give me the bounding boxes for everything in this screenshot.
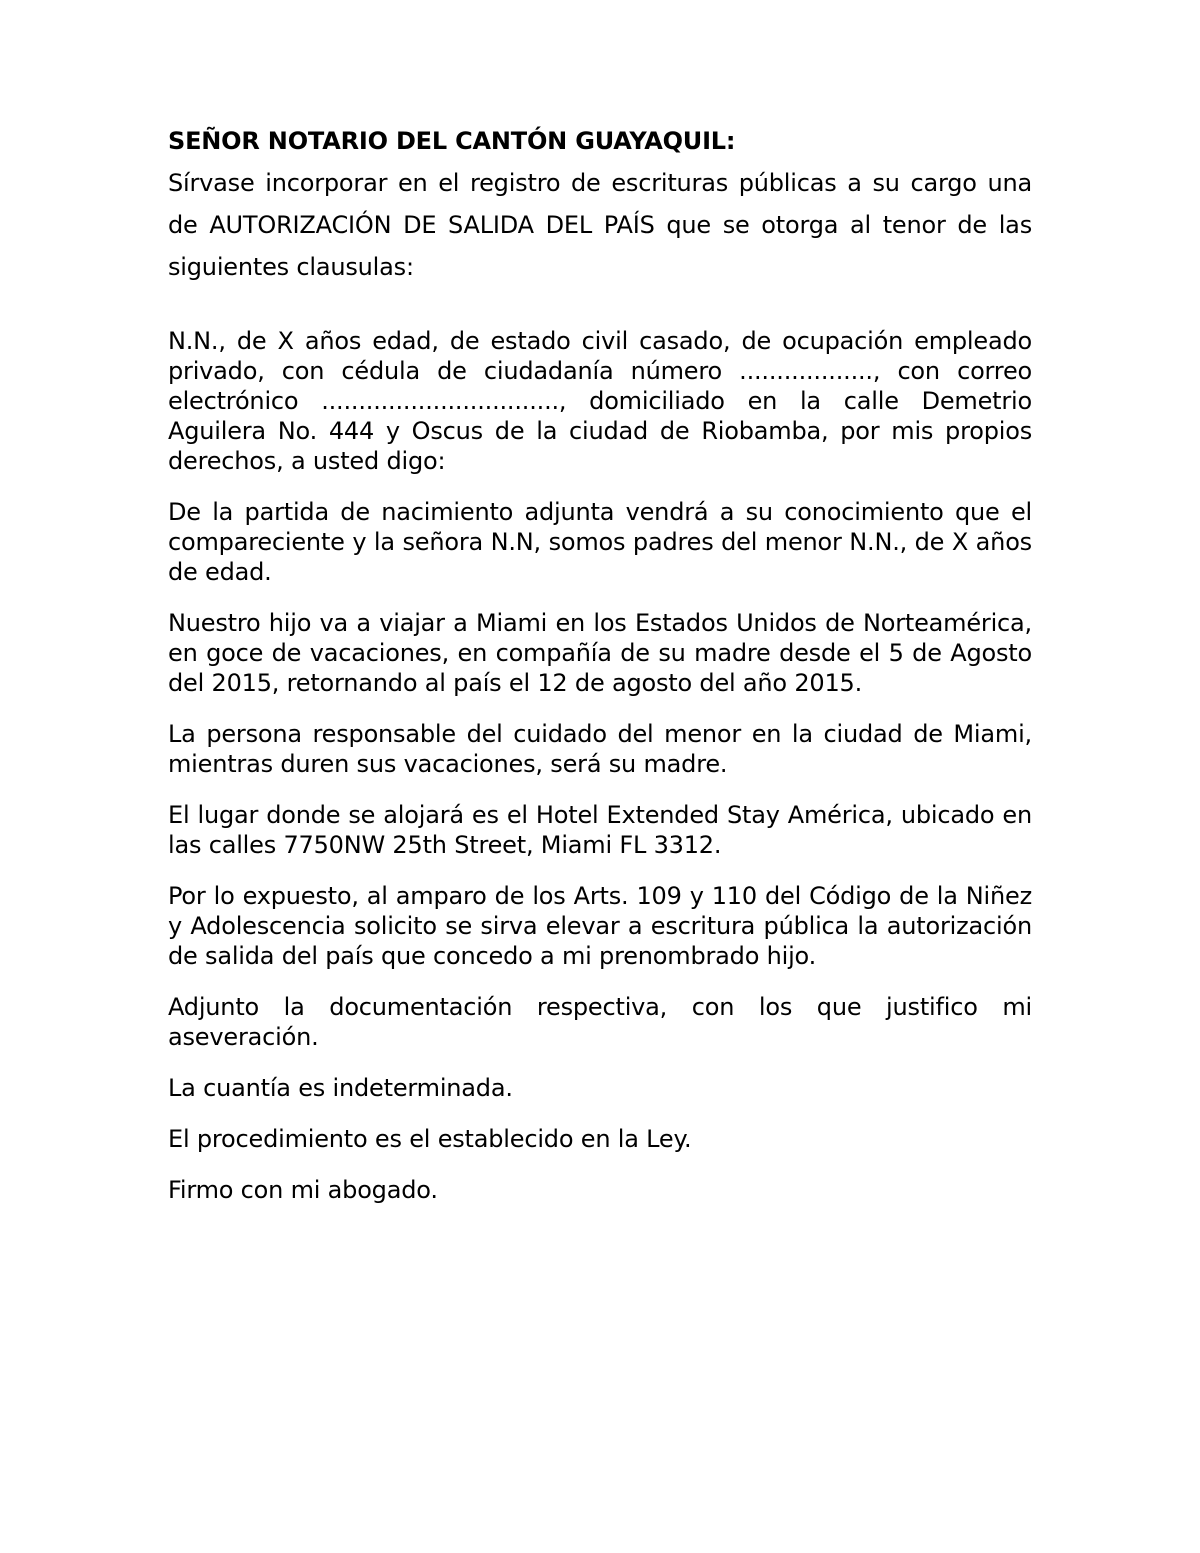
paragraph-viaje: Nuestro hijo va a viajar a Miami en los Estados Unidos de Norteamérica, en goce de vacaciones, en compañía de su madre desde el 5 de Agosto del 2015, retornando al país el 12 de agosto del año 2015. <box>168 609 1032 697</box>
paragraph-procedimiento: El procedimiento es el establecido en la Ley. <box>168 1125 692 1153</box>
paragraph-cuantia: La cuantía es indeterminada. <box>168 1074 513 1102</box>
paragraph-documentacion: Adjunto la documentación respectiva, con los que justifico mi aseveración. <box>168 993 1032 1051</box>
paragraph-lugar-alojamiento: El lugar donde se alojará es el Hotel Extended Stay América, ubicado en las calles 7750NW 25th Street, Miami FL 3312. <box>168 801 1032 859</box>
paragraph-partida-nacimiento: De la partida de nacimiento adjunta vendrá a su conocimiento que el compareciente y la señora N.N, somos padres del menor N.N., de X años de edad. <box>168 498 1032 586</box>
paragraph-persona-responsable: La persona responsable del cuidado del menor en la ciudad de Miami, mientras duren sus vacaciones, será su madre. <box>168 720 1032 778</box>
document-title: SEÑOR NOTARIO DEL CANTÓN GUAYAQUIL: <box>168 127 736 155</box>
paragraph-fundamento-legal: Por lo expuesto, al amparo de los Arts. 109 y 110 del Código de la Niñez y Adolescencia solicito se sirva elevar a escritura pública la autorización de salida del país que concedo a mi prenombrado hijo. <box>168 882 1032 970</box>
intro-paragraph: Sírvase incorporar en el registro de escrituras públicas a su cargo una de AUTORIZACIÓN DE SALIDA DEL PAÍS que se otorga al tenor de las siguientes clausulas: <box>168 169 1032 281</box>
paragraph-firma: Firmo con mi abogado. <box>168 1176 438 1204</box>
paragraph-comparecencia: N.N., de X años edad, de estado civil casado, de ocupación empleado privado, con cédula de ciudadanía número .................., con correo electrónico ................................, domiciliado en la calle Demetrio Aguilera No. 444 y Oscus de la ciudad de Riobamba, por mis propios derechos, a usted digo: <box>168 327 1032 475</box>
